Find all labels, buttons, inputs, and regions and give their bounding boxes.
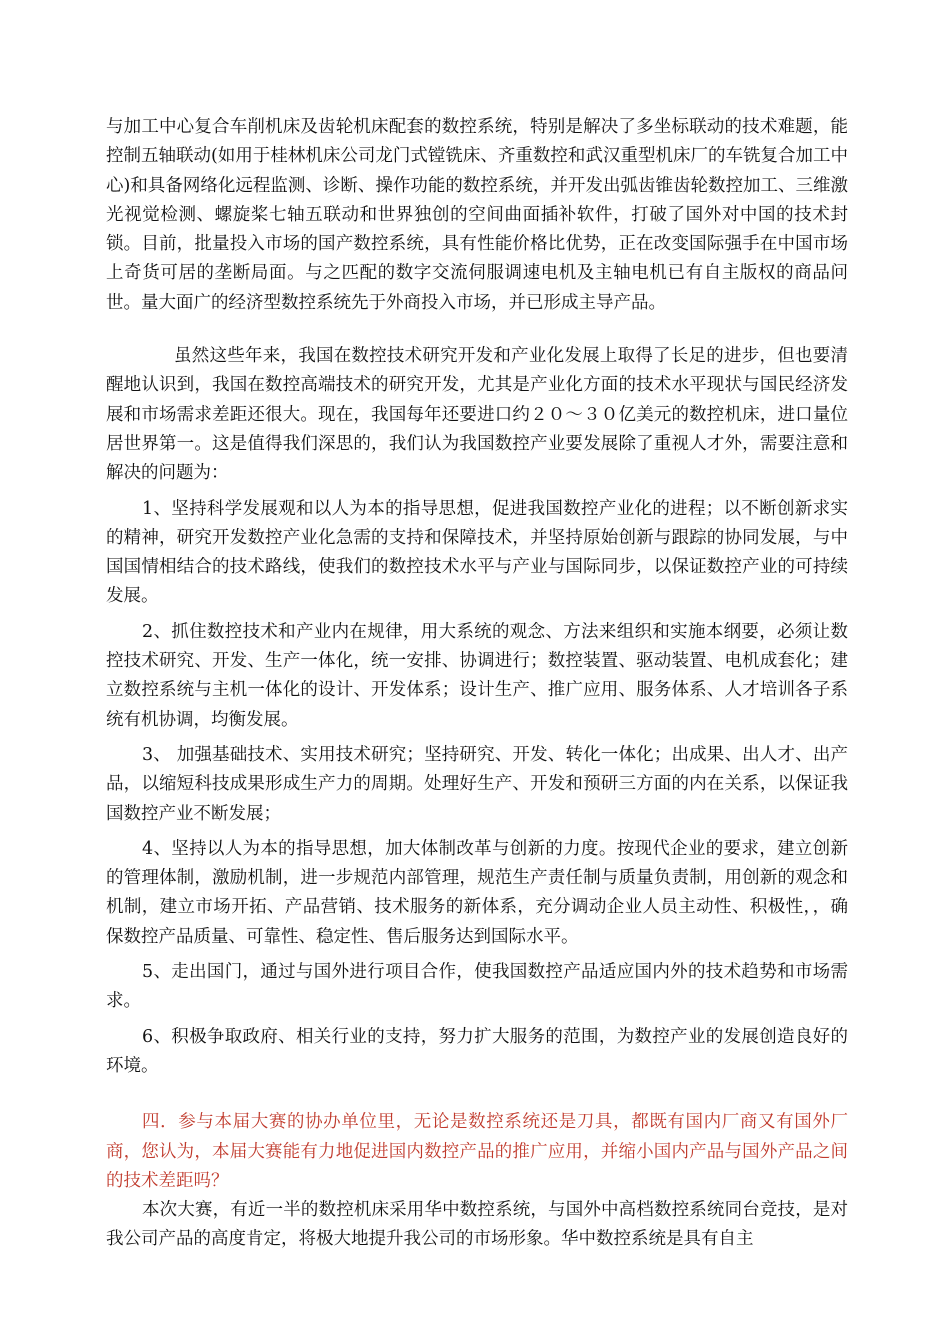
list-item-6: 6、积极争取政府、相关行业的支持，努力扩大服务的范围，为数控产业的发展创造良好的环境。 bbox=[106, 1026, 848, 1076]
answer-paragraph: 本次大赛，有近一半的数控机床采用华中数控系统，与国外中高档数控系统同台竞技，是对我公司产品的高度肯定，将极大地提升我公司的市场形象。华中数控系统是具有自主 bbox=[106, 1200, 848, 1250]
list-item-2: 2、抓住数控技术和产业内在规律，用大系统的观念、方法来组织和实施本纲要，必须让数控技术研究、开发、生产一体化，统一安排、协调进行；数控装置、驱动装置、电机成套化；建立数控系统与主机一体化的设计、开发体系；设计生产、推广应用、服务体系、人才培训各子系统有机协调，均衡发展。 bbox=[106, 621, 848, 730]
list-item-5: 5、走出国门，通过与国外进行项目合作，使我国数控产品适应国内外的技术趋势和市场需求。 bbox=[106, 962, 848, 1012]
list-item-1: 1、坚持科学发展观和以人为本的指导思想，促进我国数控产业化的进程；以不断创新求实的精神，研究开发数控产业化急需的支持和保障技术，并坚持原始创新与跟踪的协同发展，与中国国情相结合的技术路线，使我们的数控技术水平与产业与国际同步，以保证数控产业的可持续发展。 bbox=[106, 498, 848, 607]
list-item-3: 3、 加强基础技术、实用技术研究；坚持研究、开发、转化一体化；出成果、出人才、出产品，以缩短科技成果形成生产力的周期。处理好生产、开发和预研三方面的内在关系，以保证我国数控产业不断发展； bbox=[106, 744, 848, 824]
body-paragraph-1: 与加工中心复合车削机床及齿轮机床配套的数控系统，特别是解决了多坐标联动的技术难题，能控制五轴联动(如用于桂林机床公司龙门式镗铣床、齐重数控和武汉重型机床厂的车铣复合加工中心)和具备网络化远程监测、诊断、操作功能的数控系统，并开发出弧齿锥齿轮数控加工、三维激光视觉检测、螺旋桨七轴五联动和世界独创的空间曲面插补软件，打破了国外对中国的技术封锁。目前，批量投入市场的国产数控系统，具有性能价格比优势，正在改变国际强手在中国市场上奇货可居的垄断局面。与之匹配的数字交流伺服调速电机及主轴电机已有自主版权的商品问世。量大面广的经济型数控系统先于外商投入市场，并已形成主导产品。 bbox=[106, 117, 848, 313]
question-heading: 四．参与本届大赛的协办单位里，无论是数控系统还是刀具，都既有国内厂商又有国外厂商，您认为，本届大赛能有力地促进国内数控产品的推广应用，并缩小国内产品与国外产品之间的技术差距吗？ bbox=[106, 1112, 848, 1191]
list-item-4: 4、坚持以人为本的指导思想，加大体制改革与创新的力度。按现代企业的要求，建立创新的管理体制，激励机制，进一步规范内部管理，规范生产责任制与质量负责制，用创新的观念和机制，建立市场开拓、产品营销、技术服务的新体系，充分调动企业人员主动性、积极性，，确保数控产品质量、可靠性、稳定性、售后服务达到国际水平。 bbox=[106, 838, 848, 947]
document-page bbox=[106, 113, 848, 1255]
body-paragraph-2: 虽然这些年来，我国在数控技术研究开发和产业化发展上取得了长足的进步，但也要清醒地认识到，我国在数控高端技术的研究开发，尤其是产业化方面的技术水平现状与国民经济发展和市场需求差距还很大。现在，我国每年还要进口约２０～３０亿美元的数控机床，进口量位居世界第一。这是值得我们深思的，我们认为我国数控产业要发展除了重视人才外，需要注意和解决的问题为： bbox=[106, 346, 848, 484]
